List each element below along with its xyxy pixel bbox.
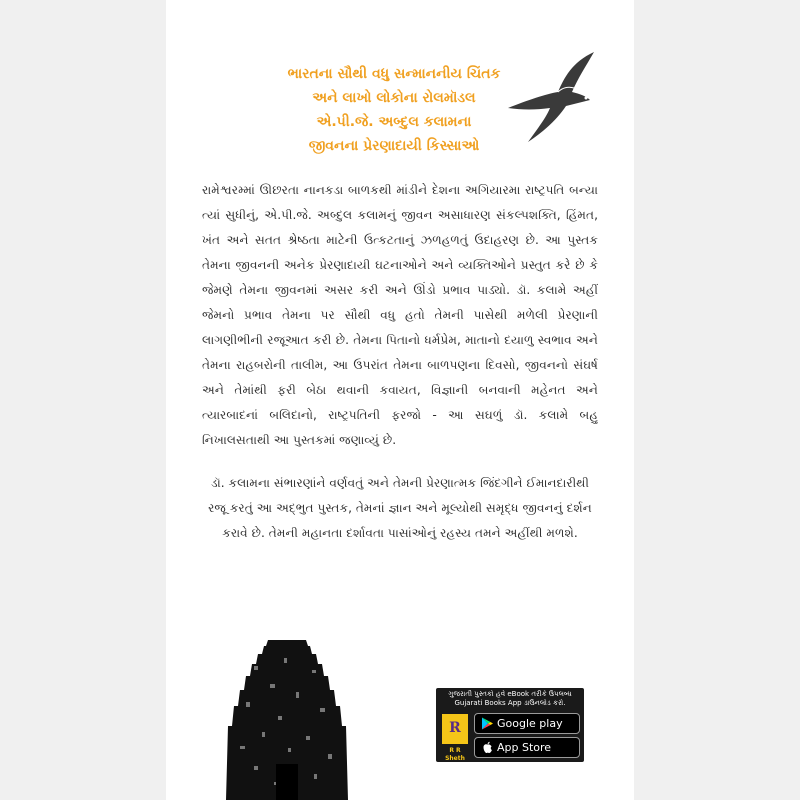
publisher-mark: R: [449, 720, 461, 736]
book-back-cover: [166, 0, 634, 800]
tagline-line-3: એ.પી.જે. અબ્દુલ કલામના: [316, 114, 472, 130]
google-play-label: Google play: [497, 717, 563, 730]
description-paragraph-1: રામેશ્વરમ્માં ઊછરતા નાનકડા બાળકથી માંડીને દેશના અગિયારમા રાષ્ટ્રપતિ બન્યા ત્યાં સુધીનું, એ.પી.જે. અબ્દુલ કલામનું જીવન અસાધારણ સંકલ્પશક્તિ, હિંમત, ખંત અને સતત શ્રેષ્ઠતા માટેની ઉત્કટતાનું ઝળહળતું ઉદાહરણ છે. આ પુસ્તક તેમના જીવનની અનેક પ્રેરણાદાયી ઘટનાઓને અને વ્યક્તિઓને પ્રસ્તુત કરે છે કે જેમણે તેમના જીવનમાં અસર કરી અને ઊંડો પ્રભાવ પાડ્યો. ડૉ. કલામે અહીં જેમનો પ્રભાવ તેમના પર સૌથી વધુ હતો તેમની પાસેથી મળેલી પ્રેરણાની લાગણીભીની રજૂઆત કરી છે. તેમના પિતાનો ધર્મપ્રેમ, માતાનો દયાળુ સ્વભાવ અને તેમના રાહબરોની તાલીમ, આ ઉપરાંત તેમના બાળપણના દિવસો, જીવનનો સંઘર્ષ અને તેમાંથી ફરી બેઠા થવાની કવાયત, વિજ્ઞાની બનવાની મહેનત અને ત્યારબાદનાં બલિદાનો, રાષ્ટ્રપતિની ફરજો - આ સઘળું ડૉ. કલામે બહુ નિખાલસતાથી આ પુસ્તકમાં જણાવ્યું છે.: [202, 183, 598, 447]
promo-text-gujarati: ગુજરાતી પુસ્તકો હવે eBook તરીકે ઉપલબ્ધ: [448, 690, 572, 698]
promo-text-app: Gujarati Books App ડાઉનલોડ કરો.: [454, 699, 566, 707]
description-paragraph-2: ડૉ. કલામના સંભારણાંને વર્ણવતું અને તેમની પ્રેરણાત્મક જિંદગીને ઈમાનદારીથી રજૂ કરતું આ અદ્ભુત પુસ્તક, તેમનાં જ્ઞાન અને મૂલ્યોથી સમૃદ્ધ જીવનનું દર્શન કરાવે છે. તેમની મહાનતા દર્શાવતા પાસાંઓનું રહસ્ય તમને અહીંથી મળશે.: [208, 476, 592, 540]
app-store-label: App Store: [497, 741, 552, 754]
temple-gopuram-image: [224, 636, 350, 800]
publisher-logo: [440, 712, 470, 762]
google-play-icon: [481, 717, 494, 730]
app-store-button[interactable]: [474, 737, 580, 758]
tagline-line-1: ભારતના સૌથી વધુ સન્માનનીય ચિંતક: [287, 66, 501, 82]
google-play-button[interactable]: [474, 713, 580, 734]
ebook-promo-banner: [436, 688, 584, 762]
tagline-line-2: અને લાખો લોકોના રોલમૉડલ: [312, 90, 476, 106]
bird-icon: [498, 48, 610, 148]
apple-icon: [481, 741, 494, 754]
book-description: [202, 178, 598, 564]
tagline-line-4: જીવનના પ્રેરણાદાયી કિસ્સાઓ: [308, 138, 480, 154]
publisher-name: R R Sheth: [445, 747, 465, 762]
